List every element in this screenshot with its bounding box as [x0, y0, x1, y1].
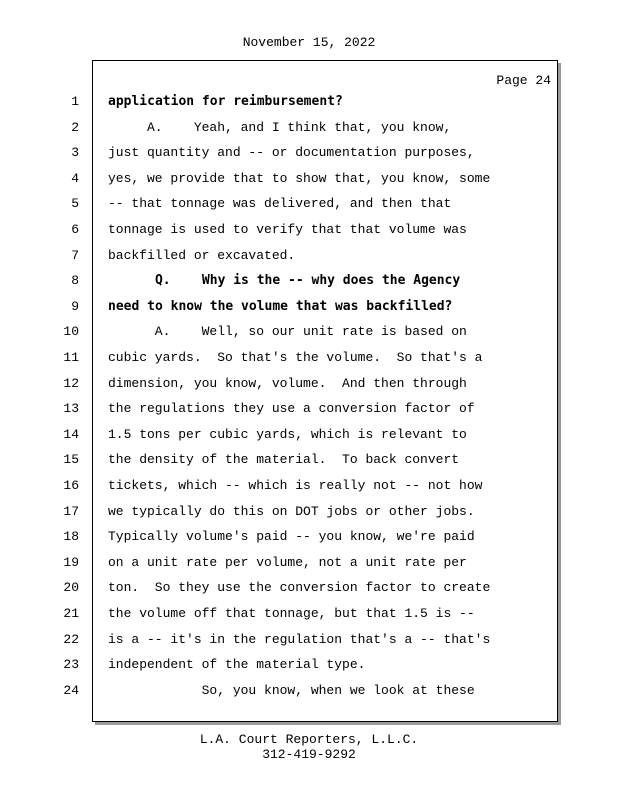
line-number: 12	[63, 376, 79, 391]
line-text: Typically volume's paid -- you know, we're paid	[108, 529, 475, 544]
line-text: ton. So they use the conversion factor to create	[108, 580, 491, 595]
line-text: is a -- it's in the regulation that's a -- that's	[108, 632, 491, 647]
line-text: So, you know, when we look at these	[108, 683, 475, 698]
line-number: 11	[63, 350, 79, 365]
line-text: need to know the volume that was backfilled?	[108, 299, 453, 314]
line-text: on a unit rate per volume, not a unit rate per	[108, 555, 467, 570]
header-date: November 15, 2022	[242, 35, 376, 50]
line-number: 18	[63, 529, 79, 544]
line-number: 6	[71, 222, 79, 237]
page-number: Page 24	[496, 73, 551, 88]
footer-company: L.A. Court Reporters, L.L.C.	[199, 732, 419, 747]
line-text: cubic yards. So that's the volume. So that's a	[108, 350, 483, 365]
line-text: independent of the material type.	[108, 657, 366, 672]
line-text: we typically do this on DOT jobs or other jobs.	[108, 504, 475, 519]
line-number: 15	[63, 452, 79, 467]
line-number: 21	[63, 606, 79, 621]
line-number: 4	[71, 171, 79, 186]
line-text: A. Yeah, and I think that, you know,	[108, 120, 452, 135]
line-text: 1.5 tons per cubic yards, which is relevant to	[108, 427, 467, 442]
line-text: -- that tonnage was delivered, and then that	[108, 196, 452, 211]
line-number: 22	[63, 632, 79, 647]
line-number: 19	[63, 555, 79, 570]
transcript-page	[63, 60, 558, 722]
line-text: tickets, which -- which is really not -- not how	[108, 478, 483, 493]
line-text: the regulations they use a conversion factor of	[108, 401, 475, 416]
line-text: yes, we provide that to show that, you know, some	[108, 171, 491, 186]
line-number: 2	[71, 120, 79, 135]
line-number: 17	[63, 504, 79, 519]
line-number: 8	[71, 273, 79, 288]
line-text: backfilled or excavated.	[108, 248, 296, 263]
line-text: tonnage is used to verify that that volume was	[108, 222, 467, 237]
footer-phone: 312-419-9292	[262, 747, 356, 762]
line-text: A. Well, so our unit rate is based on	[108, 324, 467, 339]
line-text: application for reimbursement?	[108, 94, 343, 109]
line-text: the density of the material. To back convert	[108, 452, 460, 467]
line-number: 9	[71, 299, 79, 314]
line-text: just quantity and -- or documentation purposes,	[108, 145, 475, 160]
line-text: dimension, you know, volume. And then through	[108, 376, 467, 391]
line-number: 5	[71, 196, 79, 211]
line-number: 20	[63, 580, 79, 595]
line-number: 24	[63, 683, 79, 698]
footer	[0, 732, 618, 762]
line-number: 16	[63, 478, 79, 493]
line-text: the volume off that tonnage, but that 1.5 is --	[108, 606, 475, 621]
line-number: 3	[71, 145, 79, 160]
line-text: Q. Why is the -- why does the Agency	[108, 273, 461, 288]
line-number: 14	[63, 427, 79, 442]
line-number: 23	[63, 657, 79, 672]
line-number: 1	[71, 94, 79, 109]
line-number: 13	[63, 401, 79, 416]
line-number: 7	[71, 248, 79, 263]
line-number: 10	[63, 324, 79, 339]
